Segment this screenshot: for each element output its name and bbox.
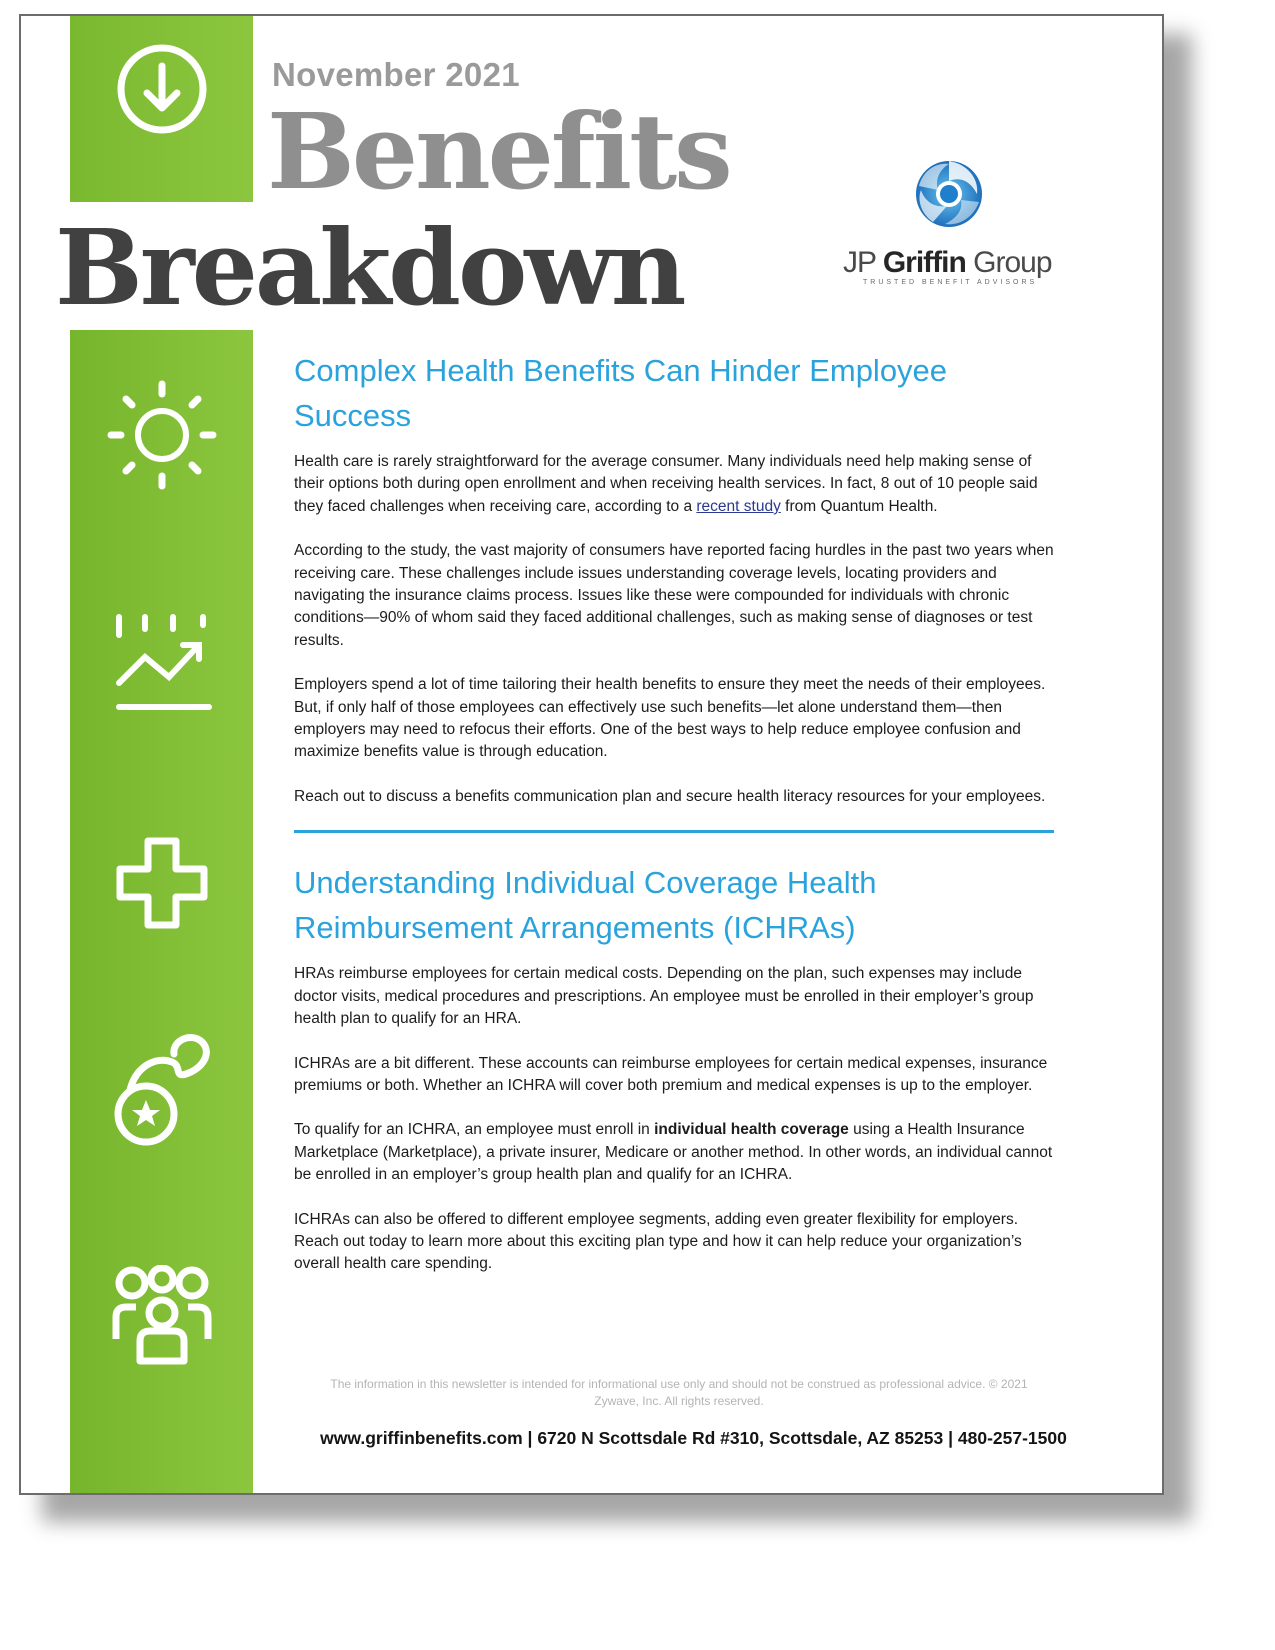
award-ribbon-icon — [70, 1030, 253, 1148]
article-2-paragraph-1: HRAs reimburse employees for certain medical costs. Depending on the plan, such expenses may include doctor visits, medical procedures and prescriptions. An employee must be enrolled in their employer’s group health plan to qualify for an HRA. — [294, 965, 1034, 1028]
article-2-paragraph-3: To qualify for an ICHRA, an employee must enroll in individual health coverage using a Health Insurance Marketplace (Marketplace), a private insurer, Medicare or another method. In other words, an individual cannot be enrolled in an employer’s group health plan and qualify for an ICHRA. — [294, 1121, 1053, 1184]
article-1-paragraph-4: Reach out to discuss a benefits communication plan and secure health literacy resources for your employees. — [294, 787, 1046, 805]
article-2-paragraph-4: ICHRAs can also be offered to different employee segments, adding even greater flexibility for employers. Reach out today to learn more about this exciting plan type and how it can help reduce your organization’s overall health care spending. — [294, 1210, 1022, 1273]
medical-cross-icon — [70, 835, 253, 931]
article-1-paragraph-3: Employers spend a lot of time tailoring their health benefits to ensure they meet the needs of their employees. But, if only half of those employees can effectively use such benefits—let alone understand them—then employers may need to refocus their efforts. One of the best ways to help reduce employee confusion and maximize benefits value is through education. — [294, 676, 1046, 761]
download-circle-icon — [70, 42, 253, 136]
disclaimer: The information in this newsletter is intended for informational use only and should not be construed as professional advice. © 2021 Zywave, Inc. All rights reserved. — [330, 1377, 1028, 1408]
recent-study-link[interactable]: recent study — [696, 497, 781, 515]
company-logo — [843, 156, 1053, 296]
article-1-paragraph-1: Health care is rarely straightforward for the average consumer. Many individuals need help making sense of their options both during open enrollment and when receiving health services. In fact, 8 out of 10 people said they faced challenges when receiving care, according to a recent study from Quantum Health. — [294, 453, 1038, 515]
issue-date: November 2021 — [272, 56, 520, 93]
swirl-logo-icon — [911, 156, 987, 237]
title-benefits: Benefits — [267, 90, 730, 213]
article-1-title: Complex Health Benefits Can Hinder Employee Success — [294, 353, 948, 433]
growth-chart-icon — [70, 613, 253, 713]
logo-tagline: TRUSTED BENEFIT ADVISORS — [863, 279, 1038, 286]
main-content — [294, 348, 1054, 1276]
logo-wordmark: JP Griffin Group — [843, 246, 1052, 279]
title-breakdown: Breakdown — [55, 206, 684, 329]
newsletter-page — [19, 14, 1164, 1495]
people-group-icon — [70, 1265, 253, 1365]
header-green-block — [70, 16, 253, 202]
article-1-paragraph-2: According to the study, the vast majority of consumers have reported facing hurdles in the past two years when receiving care. These challenges include issues understanding coverage levels, locating providers and navigating the insurance claims process. Issues like these were compounded for individuals with chronic conditions—90% of whom said they faced additional challenges, such as making sense of diagnoses or test results. — [294, 542, 1054, 649]
article-2-paragraph-2: ICHRAs are a bit different. These accounts can reimburse employees for certain medical expenses, insurance premiums or both. Whether an ICHRA will cover both premium and medical expenses is up to the employer. — [294, 1054, 1048, 1094]
article-2-title: Understanding Individual Coverage Health Reimbursement Arrangements (ICHRAs) — [294, 865, 877, 946]
sidebar-green-strip — [70, 330, 253, 1495]
section-divider — [294, 830, 1054, 833]
sun-icon — [70, 380, 253, 490]
footer-contact: www.griffinbenefits.com | 6720 N Scottsdale Rd #310, Scottsdale, AZ 85253 | 480-257-1500 — [320, 1428, 1067, 1448]
